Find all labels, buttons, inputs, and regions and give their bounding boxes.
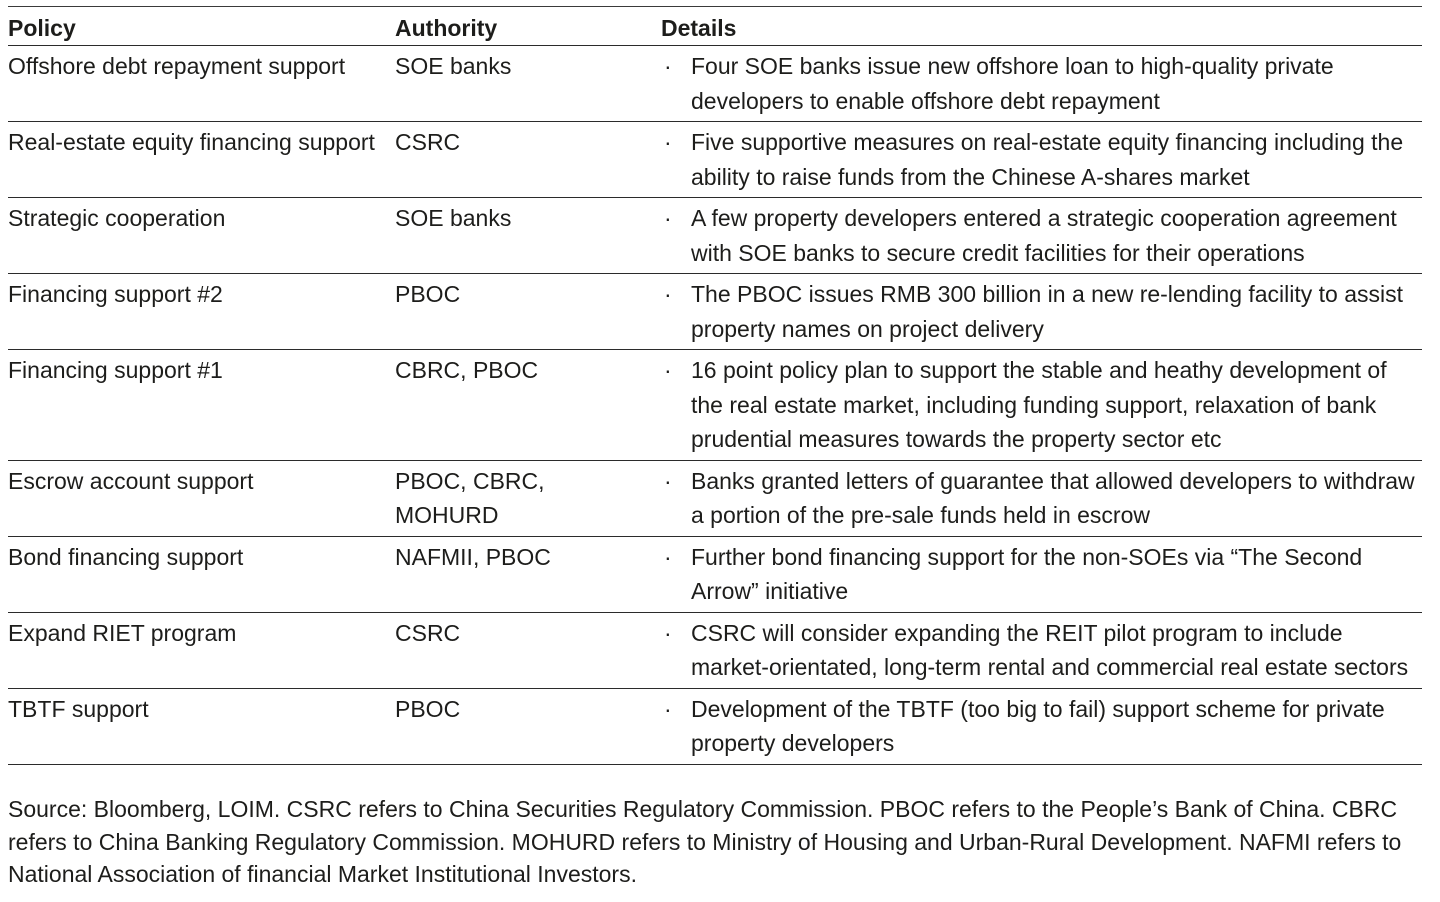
bullet-icon: ·	[661, 536, 691, 612]
cell-details: 16 point policy plan to support the stable and heathy development of the real estate market, including funding support, relaxation of bank prudential measures towards the property sector etc	[691, 350, 1422, 461]
bullet-icon: ·	[661, 688, 691, 764]
cell-policy: Real-estate equity financing support	[8, 122, 395, 198]
cell-policy: Strategic cooperation	[8, 198, 395, 274]
cell-authority: PBOC, CBRC, MOHURD	[395, 460, 661, 536]
cell-policy: Financing support #2	[8, 274, 395, 350]
table-row	[8, 350, 1422, 461]
cell-details: Further bond financing support for the non-SOEs via “The Second Arrow” initiative	[691, 536, 1422, 612]
cell-authority: PBOC	[395, 274, 661, 350]
table-row	[8, 274, 1422, 350]
table-body	[8, 46, 1422, 765]
cell-details: Banks granted letters of guarantee that allowed developers to withdraw a portion of the pre-sale funds held in escrow	[691, 460, 1422, 536]
cell-policy: Offshore debt repayment support	[8, 46, 395, 122]
cell-policy: Bond financing support	[8, 536, 395, 612]
policy-table	[8, 6, 1422, 765]
bullet-icon: ·	[661, 460, 691, 536]
cell-details: Four SOE banks issue new offshore loan to high-quality private developers to enable offshore debt repayment	[691, 46, 1422, 122]
bullet-icon: ·	[661, 612, 691, 688]
bullet-icon: ·	[661, 122, 691, 198]
bullet-icon: ·	[661, 350, 691, 461]
table-row	[8, 198, 1422, 274]
header-authority: Authority	[395, 7, 661, 46]
cell-policy: Expand RIET program	[8, 612, 395, 688]
source-note: Source: Bloomberg, LOIM. CSRC refers to China Securities Regulatory Commission. PBOC refers to the People’s Bank of China. CBRC refers to China Banking Regulatory Commission. MOHURD refers to Ministry of Housing and Urban-Rural Development. NAFMI refers to National Association of financial Market Institutional Investors.	[8, 796, 1402, 887]
bullet-icon: ·	[661, 198, 691, 274]
cell-details: Development of the TBTF (too big to fail) support scheme for private property developers	[691, 688, 1422, 764]
cell-details: A few property developers entered a strategic cooperation agreement with SOE banks to secure credit facilities for their operations	[691, 198, 1422, 274]
table-row	[8, 612, 1422, 688]
cell-details: Five supportive measures on real-estate equity financing including the ability to raise funds from the Chinese A-shares market	[691, 122, 1422, 198]
cell-authority: CBRC, PBOC	[395, 350, 661, 461]
table-row	[8, 46, 1422, 122]
table-row	[8, 688, 1422, 764]
cell-policy: TBTF support	[8, 688, 395, 764]
cell-policy: Financing support #1	[8, 350, 395, 461]
table-row	[8, 460, 1422, 536]
cell-authority: PBOC	[395, 688, 661, 764]
table-row	[8, 122, 1422, 198]
cell-details: CSRC will consider expanding the REIT pilot program to include market-orientated, long-term rental and commercial real estate sectors	[691, 612, 1422, 688]
cell-policy: Escrow account support	[8, 460, 395, 536]
table-row	[8, 536, 1422, 612]
bullet-icon: ·	[661, 274, 691, 350]
cell-authority: CSRC	[395, 122, 661, 198]
header-row	[8, 7, 1422, 46]
header-policy: Policy	[8, 7, 395, 46]
bullet-icon: ·	[661, 46, 691, 122]
cell-details: The PBOC issues RMB 300 billion in a new re-lending facility to assist property names on project delivery	[691, 274, 1422, 350]
cell-authority: CSRC	[395, 612, 661, 688]
cell-authority: NAFMII, PBOC	[395, 536, 661, 612]
table-header	[8, 7, 1422, 46]
header-details: Details	[661, 7, 1422, 46]
cell-authority: SOE banks	[395, 198, 661, 274]
cell-authority: SOE banks	[395, 46, 661, 122]
